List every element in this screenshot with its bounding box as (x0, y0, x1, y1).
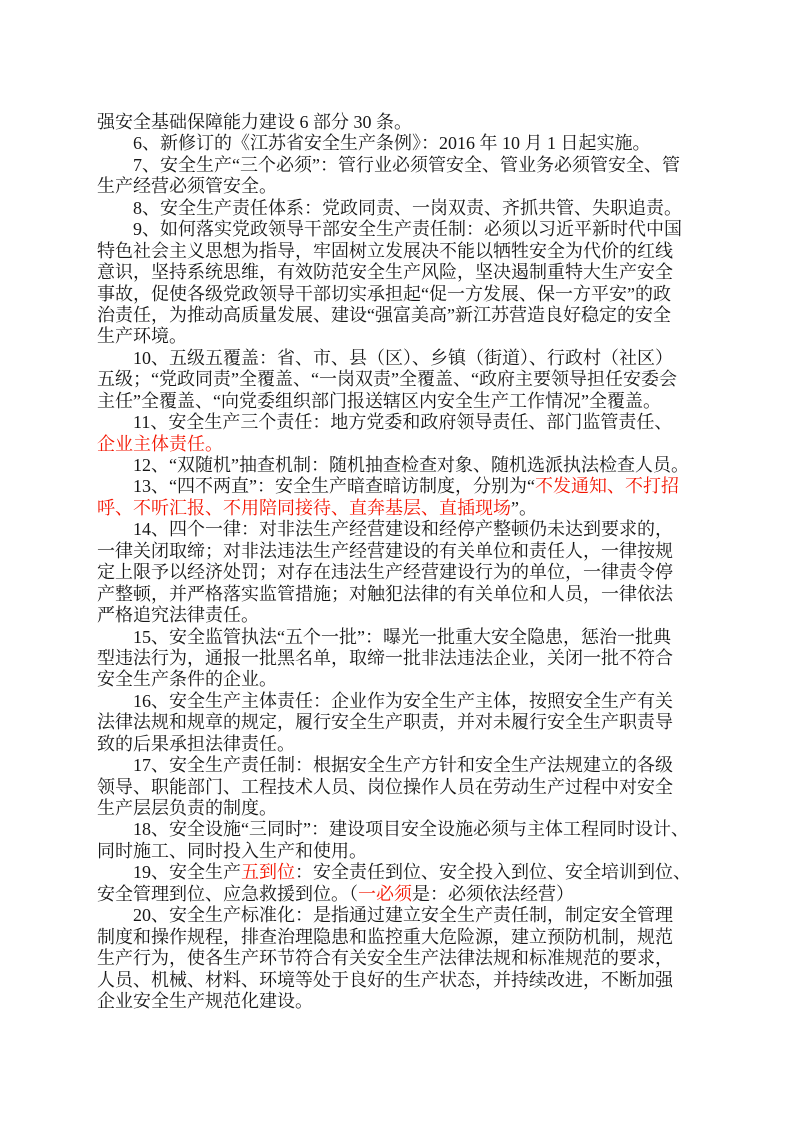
body-text: 18、安全设施“三同时”：建设项目安全设施必须与主体工程同时设计、 (133, 819, 689, 840)
body-text: 13、“四不两直”：安全生产暗查暗访制度，分别为“ (133, 476, 535, 497)
text-line (97, 712, 709, 733)
highlighted-text: 五到位 (241, 862, 295, 883)
body-text: 9、如何落实党政领导干部安全生产责任制：必须以习近平新时代中国 (133, 219, 682, 240)
body-text: 安全管理到位、应急救援到位。（ (97, 883, 358, 904)
text-line (97, 155, 709, 176)
text-line (97, 819, 709, 840)
body-text: 定上限予以经济处罚；对存在违法生产经营建设行为的单位，一律责令停 (97, 562, 673, 583)
text-line (97, 519, 709, 540)
document-body (97, 112, 709, 1012)
item-10 (97, 348, 709, 412)
text-line (97, 991, 709, 1012)
para-continuation (97, 112, 709, 133)
body-text: 7、安全生产“三个必须”：管行业必须管安全、管业务必须管安全、管 (133, 154, 680, 175)
body-text: 15、安全监管执法“五个一批”：曝光一批重大安全隐患，惩治一批典 (133, 626, 671, 647)
text-line (97, 541, 709, 562)
text-line (97, 605, 709, 626)
text-line (97, 884, 709, 905)
body-text: ：安全责任到位、安全投入到位、安全培训到位、 (295, 862, 691, 883)
body-text: 产整顿，并严格落实监管措施；对触犯法律的有关单位和人员，一律依法 (97, 583, 673, 604)
body-text: 主任”全覆盖、“向党委组织部门报送辖区内安全生产工作情况”全覆盖。 (97, 390, 661, 411)
body-text: 同时施工、同时投入生产和使用。 (97, 840, 367, 861)
item-14 (97, 519, 709, 626)
text-line (97, 305, 709, 326)
body-text: 企业安全生产规范化建设。 (97, 990, 313, 1011)
text-line (97, 691, 709, 712)
item-12 (97, 455, 709, 476)
text-line (97, 476, 709, 497)
text-line (97, 905, 709, 926)
body-text: 五级；“党政同责”全覆盖、“一岗双责”全覆盖、“政府主要领导担任安委会 (97, 369, 677, 390)
item-20 (97, 905, 709, 1012)
text-line (97, 627, 709, 648)
text-line (97, 391, 709, 412)
text-line (97, 133, 709, 154)
text-line (97, 648, 709, 669)
body-text: 治责任，为推动高质量发展、建设“强富美高”新江苏营造良好稳定的安全 (97, 304, 671, 325)
text-line (97, 755, 709, 776)
item-17 (97, 755, 709, 819)
text-line (97, 841, 709, 862)
text-line (97, 948, 709, 969)
body-text: 人员、机械、材料、环境等处于良好的生产状态，并持续改进，不断加强 (97, 969, 673, 990)
body-text: 12、“双随机”抽查机制：随机抽查检查对象、随机选派执法检查人员。 (133, 455, 689, 475)
text-line (97, 669, 709, 690)
item-18 (97, 819, 709, 862)
highlighted-text: 一必须 (358, 883, 412, 904)
text-line (97, 562, 709, 583)
item-06 (97, 133, 709, 154)
text-line (97, 498, 709, 519)
highlighted-text: 呼、不听汇报、不用陪同接待、直奔基层、直插现场 (97, 497, 511, 518)
text-line (97, 412, 709, 433)
item-09 (97, 219, 709, 348)
body-text: 是：必须依法经营） (412, 883, 574, 904)
body-text: 生产行为，使各生产环节符合有关安全生产法律法规和标准规范的要求， (97, 948, 673, 969)
text-line (97, 434, 709, 455)
body-text: 16、安全生产主体责任：企业作为安全生产主体，按照安全生产有关 (133, 690, 673, 711)
body-text: 领导、职能部门、工程技术人员、岗位操作人员在劳动生产过程中对安全 (97, 776, 673, 797)
body-text: 生产经营必须管安全。 (97, 176, 277, 197)
body-text: ”。 (511, 497, 537, 518)
body-text: 14、四个一律：对非法生产经营建设和经停产整顿仍未达到要求的， (133, 519, 673, 540)
text-line (97, 369, 709, 390)
highlighted-text: 不发通知、不打招 (534, 476, 679, 497)
body-text: 严格追究法律责任。 (97, 605, 259, 626)
body-text: 19、安全生产 (133, 862, 241, 883)
body-text: 事故，促使各级党政领导干部切实承担起“促一方发展、保一方平安”的政 (97, 283, 671, 304)
body-text: 生产层层负责的制度。 (97, 798, 277, 818)
item-15 (97, 627, 709, 691)
body-text: 强安全基础保障能力建设 6 部分 30 条。 (97, 112, 412, 132)
text-line (97, 348, 709, 369)
item-16 (97, 691, 709, 755)
body-text: 6、新修订的《江苏省安全生产条例》：2016 年 10 月 1 日起实施。 (133, 133, 651, 154)
text-line (97, 734, 709, 755)
text-line (97, 284, 709, 305)
text-line (97, 927, 709, 948)
body-text: 法律法规和规章的规定，履行安全生产职责，并对未履行安全生产职责导 (97, 712, 673, 733)
body-text: 17、安全生产责任制：根据安全生产方针和安全生产法规建立的各级 (133, 755, 673, 776)
text-line (97, 862, 709, 883)
text-line (97, 777, 709, 798)
highlighted-text: 企业主体责任。 (97, 433, 223, 454)
text-line (97, 798, 709, 819)
body-text: 生产环境。 (97, 326, 187, 347)
text-line (97, 112, 709, 133)
body-text: 安全生产条件的企业。 (97, 669, 277, 690)
text-line (97, 198, 709, 219)
text-line (97, 455, 709, 476)
body-text: 10、五级五覆盖：省、市、县（区）、乡镇（街道）、行政村（社区） (133, 347, 673, 368)
body-text: 一律关闭取缔；对非法违法生产经营建设的有关单位和责任人，一律按规 (97, 540, 673, 561)
text-line (97, 176, 709, 197)
body-text: 制度和操作规程，排查治理隐患和监控重大危险源，建立预防机制，规范 (97, 926, 673, 947)
item-11 (97, 412, 709, 455)
text-line (97, 219, 709, 240)
body-text: 致的后果承担法律责任。 (97, 733, 295, 754)
text-line (97, 262, 709, 283)
body-text: 11、安全生产三个责任：地方党委和政府领导责任、部门监管责任、 (133, 412, 673, 433)
body-text: 20、安全生产标准化：是指通过建立安全生产责任制，制定安全管理 (133, 905, 673, 926)
body-text: 8、安全生产责任体系：党政同责、一岗双责、齐抓共管、失职追责。 (133, 197, 682, 218)
text-line (97, 326, 709, 347)
item-08 (97, 198, 709, 219)
item-13 (97, 476, 709, 519)
text-line (97, 241, 709, 262)
item-19 (97, 862, 709, 905)
body-text: 型违法行为，通报一批黑名单，取缔一批非法违法企业，关闭一批不符合 (97, 647, 673, 668)
text-line (97, 584, 709, 605)
text-line (97, 970, 709, 991)
item-07 (97, 155, 709, 198)
body-text: 意识，坚持系统思维，有效防范安全生产风险，坚决遏制重特大生产安全 (97, 262, 673, 283)
body-text: 特色社会主义思想为指导，牢固树立发展决不能以牺牲安全为代价的红线 (97, 240, 673, 261)
